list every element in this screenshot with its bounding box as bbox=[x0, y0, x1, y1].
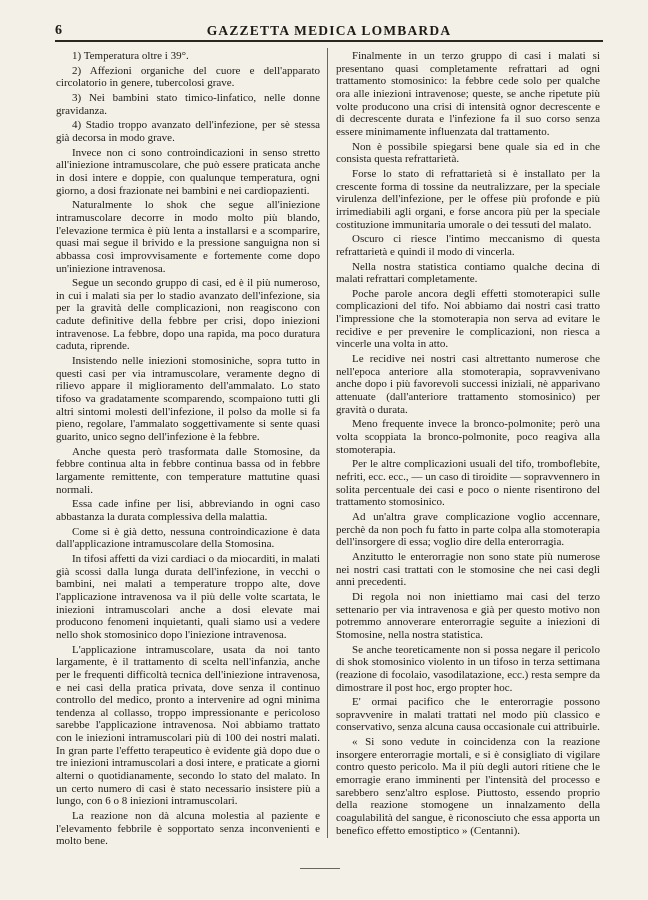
running-header bbox=[55, 20, 603, 42]
paragraph: L'applicazione intramuscolare, usata da noi tanto largamente, è il trattamento di scelta nell'infanzia, anche per le frequenti difficoltà tecnica dell'iniezione intravenosa, e nei casi della pratica privata, dove senza il continuo controllo del medico, pronto a intervenire ad ogni minima tendenza al collasso, troppo impressionante e pericoloso sarebbe l'applicazione intravenosa. Noi abbiamo trattato con le iniezioni intramuscolari più di 100 dei nostri malati. In gran parte l'effetto terapeutico è evidente già dopo due o tre iniezioni intramuscolari a dosi intere, e praticate a giorni alterni o quotidianamente, secondo lo stato del malato. In un certo numero di casi è stato necessario insistere più a lungo, con 6 o 8 iniezioni intramuscolari. bbox=[56, 643, 320, 808]
paragraph-second-group: Segue un secondo gruppo di casi, ed è il più numeroso, in cui i malati sia per lo stadio avanzato dell'infezione, sia per la gravità delle complicazioni, non reagiscono con cadute definitive della febbre per crisi, dopo iniezioni intravenose. La febbre, dopo una rapida, ma poco duratura caduta, riprende. bbox=[56, 277, 320, 353]
paragraph: Se anche teoreticamente non si possa negare il pericolo di shok stomosinico violento in un tifoso in terza settimana (reazione di focolaio, vasodilatazione, ecc.) resta sempre da dimostrare il post hoc, ergo propter hoc. bbox=[336, 643, 600, 694]
header-rule bbox=[55, 40, 603, 42]
contraindication-4: 4) Stadio troppo avanzato dell'infezione, per sè stessa già decorsa in modo grave. bbox=[56, 119, 320, 144]
contraindication-2: 2) Affezioni organiche del cuore e dell'apparato circolatorio in genere, tubercolosi grave. bbox=[56, 64, 320, 90]
paragraph: Invece non ci sono controindicazioni in senso stretto all'iniezione intramuscolare, che può essere praticata anche in dosi intere e doppie, con qualunque temperatura, ogni giorno, a dosi frazionate nei bambini e nei cardiopazienti. bbox=[56, 146, 320, 197]
paragraph: Meno frequente invece la bronco-polmonite; però una volta scoppiata la bronco-polmonite, poco reagiva alla stomoterapia. bbox=[336, 418, 600, 456]
footer-rule bbox=[300, 868, 340, 869]
paragraph: Nella nostra statistica contiamo qualche decina di malati refrattari completamente. bbox=[336, 260, 600, 286]
column-divider bbox=[327, 48, 328, 838]
centanni-quote: « Si sono vedute in coincidenza con la reazione insorgere enterorragie mortali, e si è consigliato di vigilare contro questo pericolo. Ma il più degli autori ritiene che le emorragie erano imminenti per l'intensità del processo e sarebbero senz'altro esplose. Piuttosto, essendo proprio della reazione stomogene un innalzamento della coagulabilità del sangue, è riconosciuto che essa apporta un benefico effetto emostiptico » (Centanni). bbox=[336, 736, 600, 837]
contraindication-1: 1) Temperatura oltre i 39°. bbox=[72, 50, 189, 62]
paragraph: Le recidive nei nostri casi altrettanto numerose che nell'epoca anteriore alla stomoterapia, sopravvenivano anche dopo i più favorevoli successi iniziali, nè apparivano attenuate (dall'anteriore trattamento stomosinico) per gravità o durata. bbox=[336, 353, 600, 416]
paragraph: Di regola noi non iniettiamo mai casi del terzo settenario per via intravenosa e già per questo motivo non potremmo annoverare enterorragie seguite a iniezioni di Stomosine, nella nostra statistica. bbox=[336, 590, 600, 641]
paragraph: Anche questa però trasformata dalle Stomosine, da febbre continua alta in febbre continua bassa od in febbre largamente remittente, con temperature mattutine quasi normali. bbox=[56, 445, 320, 496]
contraindication-3: 3) Nei bambini stato timico-linfatico, nelle donne gravidanza. bbox=[56, 91, 320, 117]
paragraph: In tifosi affetti da vizi cardiaci o da miocarditi, in malati già scossi dalla lunga durata dell'infezione, in vecchi o bambini, nei malati a temperature troppo alte, dove l'applicazione intravenosa va il più delle volte scartata, le iniezioni intramuscolari anche a dosi elevate mai producono fenomeni inquietanti, quali siamo usi a vedere nello shok stomosinico dopo l'iniezione intravenosa. bbox=[56, 552, 320, 641]
paragraph: La reazione non dà alcuna molestia al paziente e l'elevamento febbrile è sopportato senza inconvenienti e molto bene. bbox=[56, 810, 320, 848]
paragraph: Per le altre complicazioni usuali del tifo, tromboflebite, nefriti, ecc. ecc., — un caso di tiroidite — sopravvennero in solita percentuale dei casi e poco o niente risentirono del trattamento stomosinico. bbox=[336, 458, 600, 509]
right-column bbox=[336, 50, 600, 839]
paragraph: Oscuro ci riesce l'intimo meccanismo di questa refrattarietà e quindi il modo di vincerla. bbox=[336, 233, 600, 258]
paragraph-third-group: Finalmente in un terzo gruppo di casi i malati si presentano quasi completamente refrattari ad ogni trattamento stomosinico: la febbre cede solo per qualche ora alle iniezioni intravenose; queste, se anche ripetute più volte producono una crisi di intensità ognor decrescente e di decrescente durata e l'infezione fa il suo corso senza essere minimamente influenzata dal trattamento. bbox=[336, 50, 600, 138]
journal-title: GAZZETTA MEDICA LOMBARDA bbox=[206, 23, 452, 38]
paragraph: Anzitutto le enterorragie non sono state più numerose nei nostri casi trattati con le stomosine che nei casi degli anni precedenti. bbox=[336, 550, 600, 589]
paragraph: Ad un'altra grave complicazione voglio accennare, perchè da non poch fu fatto in parte colpa alla stomoterapia dell'insorgere di essa; voglio dire della enterorragia. bbox=[336, 510, 600, 549]
paragraph: Poche parole ancora degli effetti stomoterapici sulle complicazioni del tifo. Noi abbiamo dai nostri casi tratto l'impressione che la stomoterapia non serva ad evitare le recidive e per prevenire le complicazioni, non riesca a vincerle una volta in atto. bbox=[336, 287, 600, 351]
left-column bbox=[56, 50, 320, 850]
paragraph: Essa cade infine per lisi, abbreviando in ogni caso abbastanza la durata complessiva della malattia. bbox=[56, 498, 320, 523]
page-number: 6 bbox=[55, 23, 62, 38]
paragraph: Forse lo stato di refrattarietà si è installato per la crescente forma di tossine da neutralizzare, per la speciale virulenza dell'infezione, per le offese più profonde e più irrimediabili agli organi, e forse ancora più per la speciale costituzione immunitaria umorale o dei tessuti del malato. bbox=[336, 167, 600, 231]
paragraph: Come si è già detto, nessuna controindicazione è data dall'applicazione intramuscolare della Stomosina. bbox=[56, 525, 320, 551]
paragraph: Insistendo nelle iniezioni stomosiniche, sopra tutto in questi casi per via intramuscolare, veramente degno di rilievo appare il miglioramento dell'ammalato. Lo stato tifoso va gradatamente scomparendo, scompaiono tutti gli altri sintomi molesti dell'infezione, il polso da molle si fa pieno, regolare, l'ammalato soggettivamente si sente quasi guarito, unico segno dell'infezione è la febbre. bbox=[56, 355, 320, 444]
paragraph: Naturalmente lo shok che segue all'iniezione intramuscolare decorre in modo molto più blando, l'elevazione termica è più lenta a installarsi e a scomparire, quasi mai segue il brivido e la pressione sanguigna non si abbassa così improvvisamente e fortemente come dopo un'iniezione intravenosa. bbox=[56, 199, 320, 275]
paragraph: E' ormai pacifico che le enterorragie possono sopravvenire in malati trattati nel modo più classico e conservativo, senza alcuna causa occasionale cui attribuirle. bbox=[336, 696, 600, 734]
paragraph: Non è possibile spiegarsi bene quale sia ed in che consista questa refrattarietà. bbox=[336, 140, 600, 166]
